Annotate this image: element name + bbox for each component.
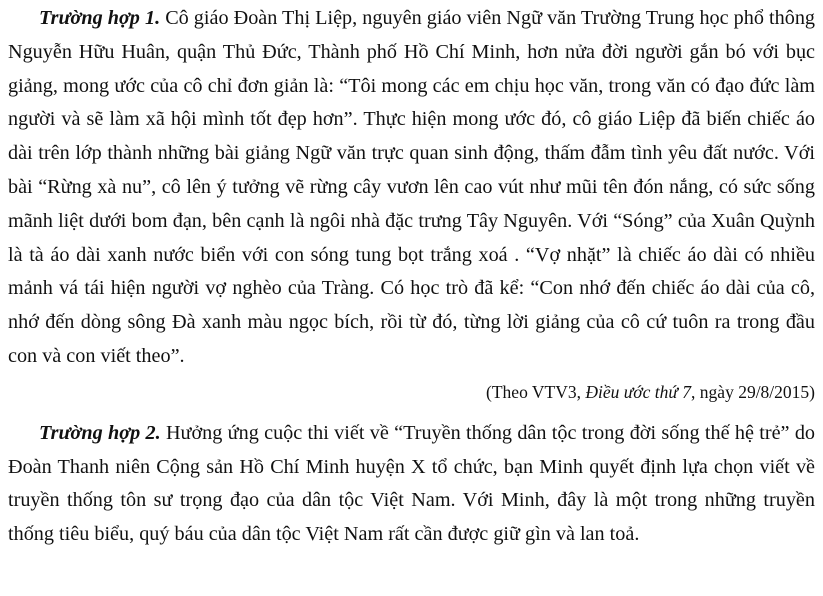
- source-suffix: , ngày 29/8/2015): [691, 381, 815, 402]
- source-program: Điều ước thứ 7: [585, 381, 692, 402]
- case-2-text: Hưởng ứng cuộc thi viết về “Truyền thống dân tộc trong đời sống thế hệ trẻ” do Đoàn Thanh niên Cộng sản Hồ Chí Minh huyện X tổ chức, bạn Minh quyết định lựa chọn viết về truyền thống tôn sư trọng đạo của dân tộc Việt Nam. Với Minh, đây là một trong những truyền thống tiêu biểu, quý báu của dân tộc Việt Nam rất cần được giữ gìn và lan toả.: [8, 421, 816, 546]
- case-1-label: Trường hợp 1.: [39, 7, 161, 29]
- source-prefix: (Theo VTV3,: [486, 381, 586, 402]
- source-citation: [8, 377, 815, 407]
- case-1-text: Cô giáo Đoàn Thị Liệp, nguyên giáo viên Ngữ văn Trường Trung học phổ thông Nguyễn Hữu Huân, quận Thủ Đức, Thành phố Hồ Chí Minh, hơn nửa đời người gắn bó với bục giảng, mong ước của cô chỉ đơn giản là: “Tôi mong các em chịu học văn, trong văn có đạo đức làm người và sẽ làm xã hội mình tốt đẹp hơn”. Thực hiện mong ước đó, cô giáo Liệp đã biến chiếc áo dài trên lớp thành những bài giảng Ngữ văn trực quan sinh động, thấm đẫm tình yêu đất nước. Với bài “Rừng xà nu”, cô lên ý tưởng vẽ rừng cây vươn lên cao vút như mũi tên đón nắng, có sức sống mãnh liệt dưới bom đạn, bên cạnh là ngôi nhà đặc trưng Tây Nguyên. Với “Sóng” của Xuân Quỳnh là tà áo dài xanh nước biển với con sóng tung bọt trắng xoá . “Vợ nhặt” là chiếc áo dài có nhiều mảnh vá tái hiện người vợ nghèo của Tràng. Có học trò đã kể: “Con nhớ đến chiếc áo dài của cô, nhớ đến dòng sông Đà xanh màu ngọc bích, rồi từ đó, từng lời giảng của cô cứ tuôn ra trong đầu con và con viết theo”.: [8, 7, 816, 367]
- case-2-label: Trường hợp 2.: [39, 421, 161, 444]
- case-2-paragraph: [8, 417, 815, 552]
- paragraph-spacer: [8, 407, 815, 417]
- case-1-paragraph: [8, 2, 815, 374]
